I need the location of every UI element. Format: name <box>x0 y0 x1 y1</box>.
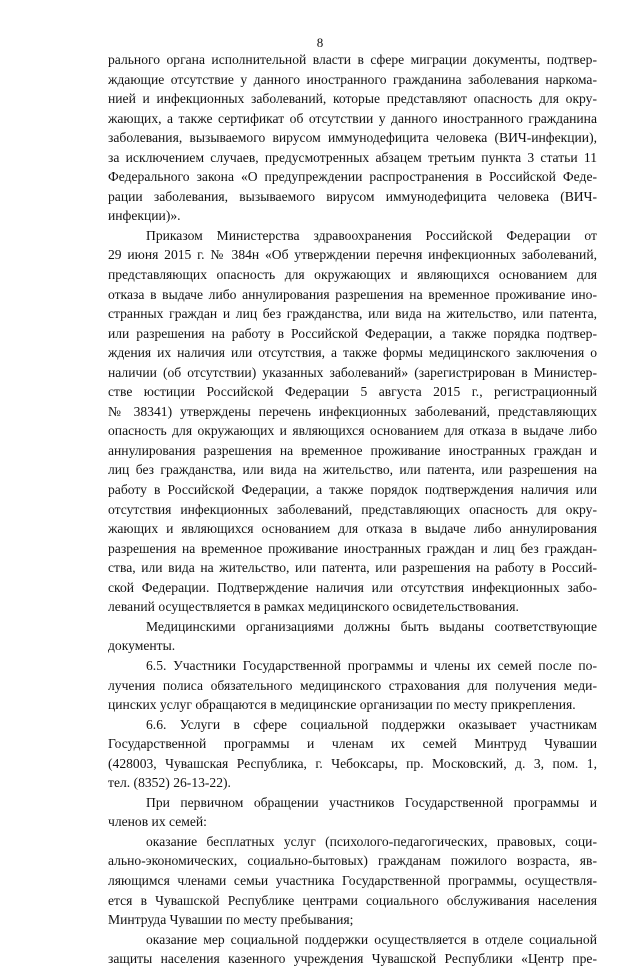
page-number: 8 <box>316 35 324 50</box>
text-line: оказание бесплатных услуг (психолого-педагогических, правовых, соци- <box>146 833 597 849</box>
text-line: заболевания, вызываемого вирусом иммунодефицита человека (ВИЧ-инфекции), <box>108 130 597 146</box>
text-line: леваний осуществляется в рамках медицинского освидетельствования. <box>108 599 519 615</box>
text-line: документы. <box>108 638 176 654</box>
text-line: При первичном обращении участников Государственной программы и <box>146 794 597 810</box>
text-line: представляющих опасность для окружающих и являющихся основанием для <box>108 267 597 283</box>
text-line: Минтруда Чувашии по месту пребывания; <box>108 912 354 928</box>
text-line: отсутствия инфекционных заболеваний, представляющих опасность для окру- <box>108 501 597 517</box>
text-line: лиц без гражданства, или вида на жительство, или патента, или разрешения на <box>108 462 597 478</box>
text-line: ально-экономических, социально-бытовых) гражданам пожилого возраста, яв- <box>108 853 597 869</box>
text-line: № 38341) утверждены перечень инфекционных заболеваний, представляющих <box>108 403 597 419</box>
text-line: тел. (8352) 26-13-22). <box>108 775 231 791</box>
text-line: 6.5. Участники Государственной программы и члены их семей после по- <box>146 657 597 673</box>
text-line: Федерального закона «О предупреждении распространения в Российской Феде- <box>108 169 597 185</box>
text-line: странных граждан и лиц без гражданства, или вида на жительство, или патента, <box>108 306 597 322</box>
text-line: Медицинскими организациями должны быть выданы соответствующие <box>146 618 597 634</box>
text-line: ляющимся членами семьи участника Государственной программы, осуществля- <box>108 872 597 888</box>
text-line: жающих и являющихся основанием для отказа в выдаче либо аннулирования <box>108 521 597 537</box>
text-line: рального органа исполнительной власти в сфере миграции документы, подтвер- <box>108 52 597 67</box>
text-line: или разрешения на работу в Российской Федерации, а также порядка подтвер- <box>108 325 597 341</box>
text-line: работу в Российской Федерации, а также порядок подтверждения наличия или <box>108 482 597 498</box>
text-line: нией и инфекционных заболеваний, которые представляют опасность для окру- <box>108 91 597 107</box>
text-line: Государственной программы и членам их семей Минтруд Чувашии <box>108 736 597 752</box>
text-line: жающих, а также сертификат об отсутствии у данного иностранного гражданина <box>108 110 597 126</box>
text-line: аннулирования разрешения на временное проживание иностранных граждан и <box>108 442 597 458</box>
text-line: стве юстиции Российской Федерации 5 августа 2015 г., регистрационный <box>108 384 597 400</box>
text-line: опасность для окружающих и являющихся основанием для отказа в выдаче либо <box>108 423 597 439</box>
text-line: членов их семей: <box>108 814 207 830</box>
text-line: ства, или вида на жительство, или патента, или разрешения на работу в Россий- <box>108 560 597 576</box>
text-line: цинских услуг обращаются в медицинские организации по месту прикрепления. <box>108 697 576 713</box>
text-line: (428003, Чувашская Республика, г. Чебоксары, пр. Московский, д. 3, пом. 1, <box>108 755 597 771</box>
text-line: защиты населения казенного учреждения Чувашской Республики «Центр пре- <box>108 951 597 967</box>
text-line: 29 июня 2015 г. № 384н «Об утверждении перечня инфекционных заболеваний, <box>108 247 597 263</box>
text-line: за исключением случаев, предусмотренных абзацем третьим пункта 3 статьи 11 <box>108 149 597 165</box>
text-line: наличии (об отсутствии) указанных заболеваний» (зарегистрирован в Министер- <box>108 364 597 380</box>
document-body <box>108 50 597 969</box>
text-line: ждающие отсутствие у данного иностранного гражданина заболевания наркома- <box>108 71 597 87</box>
text-line: 6.6. Услуги в сфере социальной поддержки оказывает участникам <box>146 716 597 732</box>
text-line: ждения их наличия или отсутствия, а также формы медицинского заключения о <box>108 345 597 361</box>
text-line: Приказом Министерства здравоохранения Российской Федерации от <box>146 227 597 243</box>
text-line: отказа в выдаче либо аннулирования разрешения на временное проживание ино- <box>108 286 597 302</box>
text-line: ется в Чувашской Республике центрами социального обслуживания населения <box>108 892 597 908</box>
text-line: разрешения на временное проживание иностранных граждан и лиц без граждан- <box>108 540 597 556</box>
text-line: лучения полиса обязательного медицинского страхования для получения меди- <box>108 677 597 693</box>
text-line: ской Федерации. Подтверждение наличия или отсутствия инфекционных забо- <box>108 579 597 595</box>
text-line: инфекции)». <box>108 208 181 224</box>
text-line: оказание мер социальной поддержки осуществляется в отделе социальной <box>146 931 597 947</box>
text-line: рации заболевания, вызываемого вирусом иммунодефицита человека (ВИЧ- <box>108 188 597 204</box>
